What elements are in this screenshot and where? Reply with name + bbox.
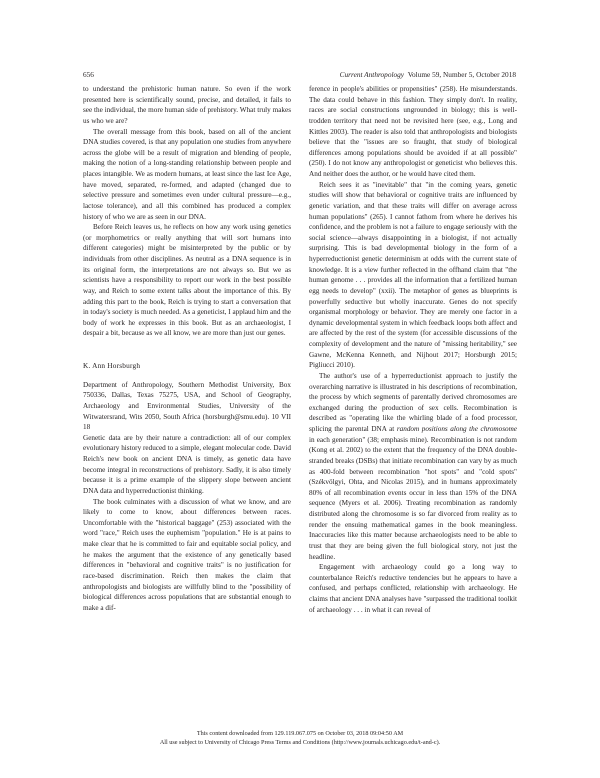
journal-title: Current Anthropology	[339, 70, 405, 79]
download-footer	[0, 730, 600, 747]
paragraph-text: The author's use of a hyperreductionist approach to justify the overarching narrative is illustrated in his descriptions of recombination, the process by which segments of parentally derived chromosomes are exchanged during the production of sex cells. Recombination is described as "operating like the whirling blade of a food processor, splicing the parental DNA at	[309, 371, 517, 433]
paragraph: Engagement with archaeology could go a long way to counterbalance Reich's reductive tendencies but he appears to have a confused, and perhaps conflicted, relationship with archaeology. He claims that ancient DNA analyses have "surpassed the traditional toolkit of archaeology . . . in what it can reveal of	[309, 563, 517, 614]
terms-notice: All use subject to University of Chicago Press Terms and Conditions (http://www.journals.uchicago.edu/t-and-c).	[159, 738, 441, 746]
paragraph: The overall message from this book, based on all of the ancient DNA studies covered, is that any population one studies from anywhere across the globe will be a result of migration and blending of people, making the notion of a long-standing relationship between people and places intangible. We as modern humans, at least since the last Ice Age, have moved, separated, re-formed, and adapted (changed due to selective pressure and sometimes even under cultural pressure—e.g., lactose tolerance), and all this combined has produced a complex history of who we are as seen in our DNA.	[83, 127, 291, 221]
author-affiliation: Department of Anthropology, Southern Methodist University, Box 750336, Dallas, Texas 75275, USA, and School of Geography, Archaeology and Environmental Studies, University of the Witwatersrand, Wits 2050, South Africa (horsburgh@smu.edu). 10 VII 18	[83, 380, 291, 432]
journal-citation	[340, 70, 516, 79]
right-column	[309, 84, 517, 615]
paragraph: ference in people's abilities or propensities" (258). He misunderstands. The data could behave in this fashion. They simply don't. In reality, races are social constructions ungrounded in biology; this is well-trodden territory that need not be revisited here (see, e.g., Long and Kittles 2003). The reader is also told that anthropologists and biologists believe that the "issues are so fraught, that study of biological differences among populations should be avoided if at all possible" (250). I do not know any anthropologist or geneticist who believes this. And neither does the author, or he would have cited them.	[309, 85, 517, 178]
paragraph: Genetic data are by their nature a contradiction: all of our complex evolutionary history reduced to a simple, elegant molecular code. David Reich's new book on ancient DNA is timely, as genetic data have become integral in reconstructions of prehistory. Sadly, it is also timely because it is a prime example of the slippery slope between ancient DNA data and hyperreductionist thinking.	[83, 433, 291, 495]
page-number: 656	[83, 70, 94, 79]
paragraph	[309, 371, 517, 562]
left-column	[83, 84, 291, 613]
download-notice: This content downloaded from 129.119.067.075 on October 03, 2018 09:04:50 AM	[196, 730, 404, 737]
comment-author: K. Ann Horsburgh	[83, 361, 141, 370]
emphasis-text: random positions along the chromosome	[396, 425, 517, 433]
paragraph: The book culminates with a discussion of what we know, and are likely to come to know, about differences between races. Uncomfortable with the "historical baggage" (253) associated with the word "race," Reich uses the euphemism "population." He is at pains to make clear that he is committed to fair and equitable social policy, and he makes the argument that the existence of any genetically based differences in "behavioral and cognitive traits" is no justification for race-based discrimination. Reich then makes the claim that anthropologists and biologists are willfully blind to the "possibility of biological differences across populations that are substantial enough to make a dif-	[83, 497, 291, 612]
journal-issue: Volume 59, Number 5, October 2018	[407, 70, 516, 79]
paragraph: Reich sees it as "inevitable" that "in the coming years, genetic studies will show that behavioral or cognitive traits are influenced by genetic variation, and that these traits will differ on average across human populations" (265). I cannot fathom from where he derives his confidence, and the problem is not a failure to engage seriously with the social science—always disappointing in a biologist, if not actually surprising. This is bad developmental biology in the form of a hyperreductionist genetic determinism at odds with the current state of knowledge. It is a view further reflected in the offhand claim that "the human genome . . . provides all the information that a fertilized human egg needs to develop" (xxii). The metaphor of genes as blueprints is powerfully seductive but wholly inaccurate. Genes do not specify organismal morphology or behavior. They are merely one factor in a dynamic developmental system in which feedback loops both affect and are affected by the rest of the system (for accessible discussions of the complexity of development and the nature of "missing heritability," see Gawne, McKenna Kenneth, and Nijhout 2017; Horsburgh 2015; Pigliucci 2010).	[309, 180, 517, 370]
paragraph-text: in each generation" (38; emphasis mine). Recombination is not random (Kong et al. 2002) to the extent that the frequency of the DNA double-stranded breaks (DSBs) that initiate recombination can vary by as much as 400-fold between recombination "hot spots" and "cold spots" (Székvölgyi, Ohta, and Nicolas 2015), and in humans approximately 80% of all recombination events occur in less than 15% of the DNA sequence (Myers et al. 2006). Treating recombination as randomly distributed along the chromosome is so far divorced from reality as to render the ensuing mathematical games in the book meaningless. Inaccuracies like this matter because archaeologists need to be able to trust that they are being given the full biological story, not just the headline.	[309, 435, 517, 561]
paragraph: to understand the prehistoric human nature. So even if the work presented here is scientifically sound, precise, and detailed, it fails to see the individual, the more human side of prehistory. What truly makes us who we are?	[83, 85, 291, 125]
paragraph: Before Reich leaves us, he reflects on how any work using genetics (or morphometrics or really anything that will sort humans into different categories) might be misinterpreted by the public or by individuals from other disciplines. As neutral as a DNA sequence is in its original form, the interpretations are not always so. But we as scientists have a responsibility to report our work in the best possible way, and Reich to some extent talks about the importance of this. By adding this part to the book, Reich is trying to start a conversation that in today's society is much needed. As a geneticist, I applaud him and the body of work he expresses in this book. But as an archaeologist, I despair a bit, because as we all know, we are more than just our genes.	[83, 223, 291, 338]
